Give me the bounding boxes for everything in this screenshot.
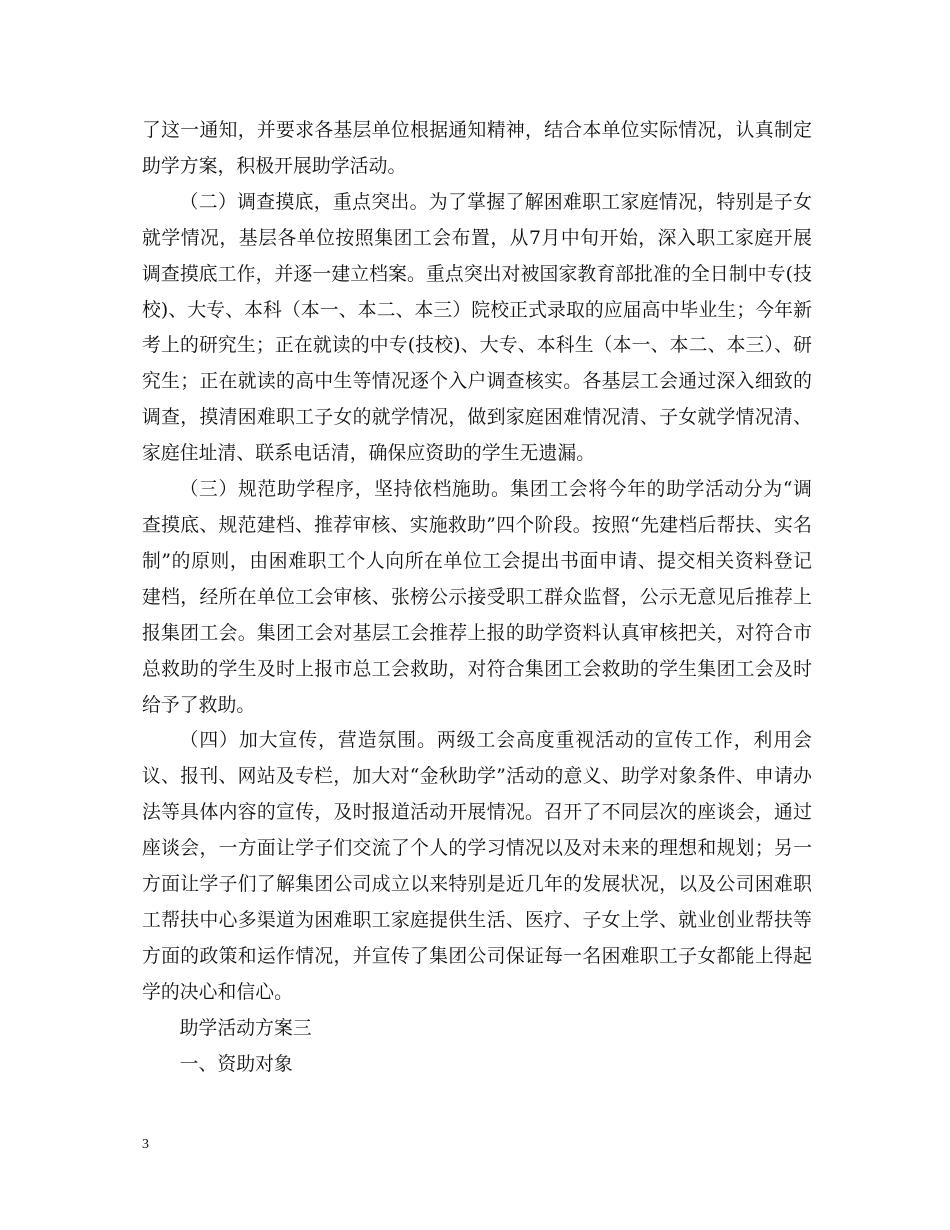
paragraph-section-3: （三）规范助学程序，坚持依档施助。集团工会将今年的助学活动分为“调查摸底、规范建档、推荐审核、实施救助”四个阶段。按照“先建档后帮扶、实名制”的原则，由困难职工个人向所在单位工会提出书面申请、提交相关资料登记建档，经所在单位工会审核、张榜公示接受职工群众监督，公示无意见后推荐上报集团工会。集团工会对基层工会推荐上报的助学资料认真审核把关，对符合市总救助的学生及时上报市总工会救助，对符合集团工会救助的学生集团工会及时给予了救助。: [142, 479, 812, 716]
heading-funding-recipients: 一、资助对象: [179, 1053, 293, 1075]
paragraph-section-4: （四）加大宣传，营造氛围。两级工会高度重视活动的宣传工作，利用会议、报刊、网站及专栏，加大对“金秋助学”活动的意义、助学对象条件、申请办法等具体内容的宣传，及时报道活动开展情况。召开了不同层次的座谈会，通过座谈会，一方面让学子们交流了个人的学习情况以及对未来的理想和规划；另一方面让学子们了解集团公司成立以来特别是近几年的发展状况，以及公司困难职工帮扶中心多渠道为困难职工家庭提供生活、医疗、子女上学、就业创业帮扶等方面的政策和运作情况，并宣传了集团公司保证每一名困难职工子女都能上得起学的决心和信心。: [142, 730, 812, 1003]
document-body: [142, 113, 812, 1082]
page-number: 3: [142, 1137, 149, 1152]
paragraph-continuation: 了这一通知，并要求各基层单位根据通知精神，结合本单位实际情况，认真制定助学方案，积极开展助学活动。: [142, 120, 812, 177]
paragraph-section-2: （二）调查摸底，重点突出。为了掌握了解困难职工家庭情况，特别是子女就学情况，基层各单位按照集团工会布置，从7月中旬开始，深入职工家庭开展调查摸底工作，并逐一建立档案。重点突出对被国家教育部批准的全日制中专(技校)、大专、本科（本一、本二、本三）院校正式录取的应届高中毕业生；今年新考上的研究生；正在就读的中专(技校)、大专、本科生（本一、本二、本三）、研究生；正在就读的高中生等情况逐个入户调查核实。各基层工会通过深入细致的调查，摸清困难职工子女的就学情况，做到家庭困难情况清、子女就学情况清、家庭住址清、联系电话清，确保应资助的学生无遗漏。: [142, 191, 812, 465]
heading-plan-three: 助学活动方案三: [179, 1017, 312, 1039]
